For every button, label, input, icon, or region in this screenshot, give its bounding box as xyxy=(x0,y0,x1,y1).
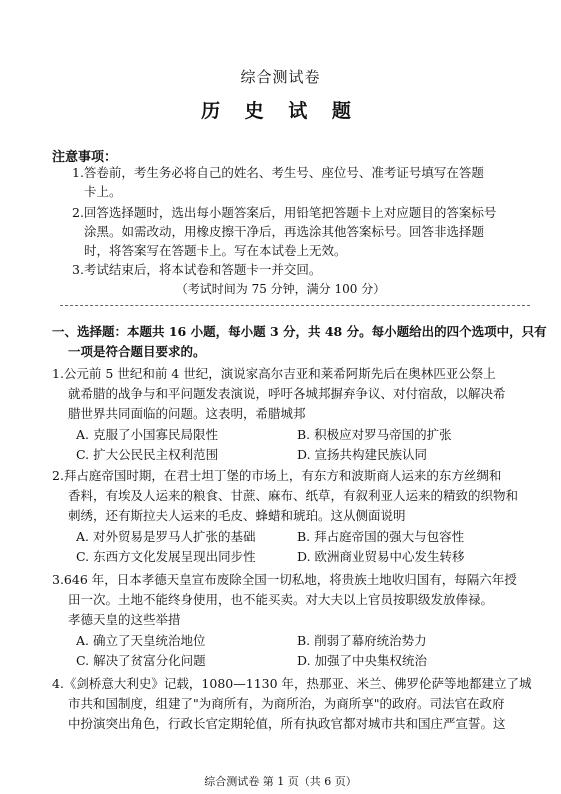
option-b: B. 积极应对罗马帝国的扩张 xyxy=(297,427,452,442)
question-stem: 1.公元前 5 世纪和前 4 世纪，演说家高尔吉亚和莱希阿斯先后在奥林匹亚公祭上 xyxy=(52,366,496,381)
option-c: C. 扩大公民民主权利范围 xyxy=(76,447,219,462)
notice-line: 1.答卷前，考生务必将自己的姓名、考生号、座位号、准考证号填写在答题 xyxy=(72,165,484,180)
option-d: D. 宣扬共构建民族认同 xyxy=(297,447,428,462)
option-d: D. 欧洲商业贸易中心发生转移 xyxy=(297,549,465,564)
option-a: A. 对外贸易是罗马人扩张的基础 xyxy=(76,529,256,544)
option-a: A. 确立了天皇统治地位 xyxy=(76,633,206,648)
notice-line: 卡上。 xyxy=(84,184,122,199)
question-stem: 刺绣，还有斯拉夫人运来的毛皮、蜂蜡和琥珀。这从侧面说明 xyxy=(68,508,406,523)
question-stem: 田一次。土地不能终身使用，也不能买卖。对大夫以上官员按职级发放俸禄。 xyxy=(68,592,494,607)
section-heading: 一项是符合题目要求的。 xyxy=(68,344,206,359)
section-heading: 一、选择题：本题共 16 小题，每小题 3 分，共 48 分。每小题给出的四个选项中，只有 xyxy=(52,324,547,339)
question-stem: 香料，有埃及人运来的粮食、甘蔗、麻布、纸草，有叙利亚人运来的精致的织物和 xyxy=(68,488,519,503)
option-c: C. 东西方文化发展呈现出同步性 xyxy=(76,549,256,564)
question-stem: 孝德天皇的这些举措 xyxy=(68,612,181,627)
time-note: （考试时间为 75 分钟，满分 100 分） xyxy=(175,282,386,296)
notice-line: 3.考试结束后，将本试卷和答题卡一并交回。 xyxy=(72,262,322,277)
question-stem: 就希腊的战争与和平问题发表演说，呼吁各城邦摒弃争议、对付宿敌，以解决希 xyxy=(68,386,506,401)
notice-line: 涂黑。如需改动，用橡皮擦干净后，再选涂其他答案标号。回答非选择题 xyxy=(84,224,485,239)
question-stem: 中扮演突出角色，行政长官定期轮值，所有执政官都对城市共和国庄严宣誓。这 xyxy=(68,716,506,731)
question-stem: 2.拜占庭帝国时期，在君士坦丁堡的市场上，有东方和波斯商人运来的东方丝绸和 xyxy=(52,468,502,483)
option-a: A. 克服了小国寡民局限性 xyxy=(76,427,218,442)
question-stem: 市共和国制度，组建了"为商所有，为商所治，为商所享"的政府。司法官在政府 xyxy=(68,696,505,711)
exam-title: 综合测试卷 xyxy=(240,68,321,86)
page-footer: 综合测试卷 第 1 页（共 6 页） xyxy=(204,775,357,788)
notice-heading: 注意事项： xyxy=(52,150,118,165)
subject-title: 历 史 试 题 xyxy=(201,100,360,122)
question-stem: 4.《剑桥意大利史》记载，1080—1130 年，热那亚、米兰、佛罗伦萨等地都建立了城 xyxy=(52,676,532,691)
notice-line: 时，将答案写在答题卡上。写在本试卷上无效。 xyxy=(84,243,347,258)
option-d: D. 加强了中央集权统治 xyxy=(297,653,428,668)
option-b: B. 拜占庭帝国的强大与包容性 xyxy=(297,529,465,544)
divider xyxy=(60,305,530,306)
question-stem: 腊世界共同面临的问题。这表明，希腊城邦 xyxy=(68,406,306,421)
notice-line: 2.回答选择题时，选出每小题答案后，用铅笔把答题卡上对应题目的答案标号 xyxy=(72,205,497,220)
question-stem: 3.646 年，日本孝德天皇宣布废除全国一切私地，将贵族土地收归国有，每隔六年授 xyxy=(52,572,517,587)
option-b: B. 削弱了幕府统治势力 xyxy=(297,633,427,648)
option-c: C. 解决了贫富分化问题 xyxy=(76,653,206,668)
